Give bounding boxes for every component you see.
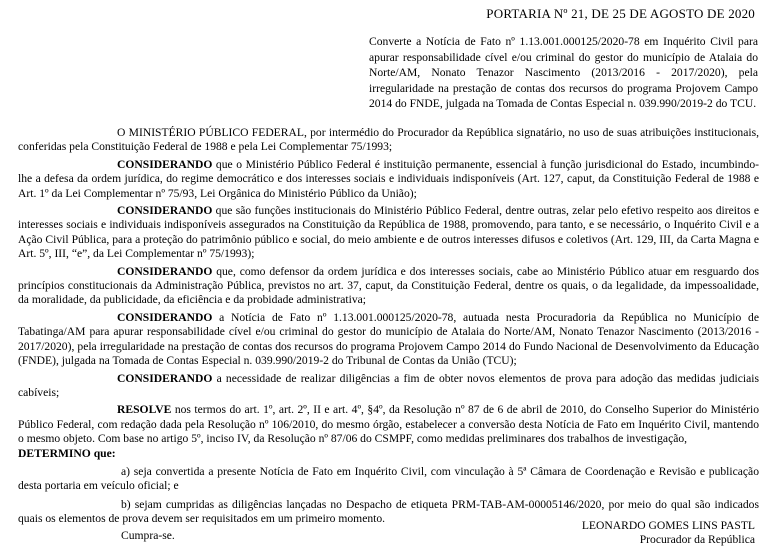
signature-block (582, 519, 755, 548)
page-title: PORTARIA Nº 21, DE 25 DE AGOSTO DE 2020 (486, 6, 755, 21)
considerando-text: a Notícia de Fato nº 1.13.001.000125/2020-78, autuada nesta Procuradoria da República no Município de Tabatinga/AM para apurar responsabilidade cível e/ou criminal do gestor do município de Atalaia do Norte/AM, Nonato Tenazor Nascimento (2013/2016 - 2017/2020), pela irregularidade na prestação de contas dos recursos do programa Projovem Campo 2014 do Fundo Nacional de Desenvolvimento da Educação (FNDE), julgada na Tomada de Contas Especial n. 039.990/2019-2 do Tribunal de Contas da União (TCU); (18, 310, 759, 368)
resolve-paragraph (18, 403, 759, 446)
considerando-lead: CONSIDERANDO (117, 264, 213, 278)
considerando-lead: CONSIDERANDO (117, 204, 213, 218)
considerando-paragraph (18, 372, 759, 401)
determino-line (18, 447, 759, 461)
signatory-role: Procurador da República (639, 533, 755, 547)
considerando-text: que, como defensor da ordem jurídica e dos interesses sociais, cabe ao Ministério Público atuar em resguardo dos princípios constitucionais da Administração Pública, previstos no art. 37, caput, da Constituição Federal, dentre os quais, o da legalidade, da impessoalidade, da moralidade, da publicidade, da eficiência e da probidade administrativa; (18, 264, 759, 307)
considerando-paragraph (18, 311, 759, 369)
considerando-text: que são funções institucionais do Ministério Público Federal, dentre outras, zelar pelo efetivo respeito aos direitos e interesses sociais e individuais indisponíveis assegurados na Constituição da República de 1988, promovendo, para tanto, e se necessário, o Inquérito Civil e a Ação Civil Pública, para a proteção do patrimônio público e social, do meio ambiente e de outros interesses difusos e coletivos (Art. 129, III, da Carta Magna e Art. 5º, III, “e”, da Lei Complementar nº 75/1993); (18, 204, 759, 261)
considerando-paragraph (18, 158, 759, 201)
considerando-paragraph (18, 204, 759, 262)
considerando-lead: CONSIDERANDO (117, 310, 213, 324)
considerando-lead: CONSIDERANDO (117, 371, 213, 385)
considerando-text: que o Ministério Público Federal é instituição permanente, essencial à função jurisdicional do Estado, incumbindo-lhe a defesa da ordem jurídica, do regime democrático e dos interesses sociais e individuais indisponíveis (Art. 127, caput, da Constituição Federal de 1988 e Art. 1º da Lei Complementar nº 75/93, Lei Orgânica do Ministério Público da União); (18, 157, 759, 200)
considerando-text: a necessidade de realizar diligências a fim de obter novos elementos de prova para adoção das medidas judiciais cabíveis; (18, 371, 759, 399)
resolve-lead: RESOLVE (117, 403, 172, 417)
resolve-text: nos termos do art. 1º, art. 2º, II e art. 4º, §4º, da Resolução nº 87 de 6 de abril de 2010, do Conselho Superior do Ministério Público Federal, com redação dada pela Resolução nº 106/2010, do mesmo órgão, estabelecer a conversão desta Notícia de Fato em Inquérito Civil, mantendo o mesmo objeto. Com base no artigo 5º, inciso IV, da Resolução nº 87/06 do CSMPF, como medidas preliminares dos trabalhos de investigação, (18, 403, 759, 446)
considerando-lead: CONSIDERANDO (117, 157, 213, 171)
preamble-paragraph: O MINISTÉRIO PÚBLICO FEDERAL, por intermédio do Procurador da República signatário, no uso de suas atribuições institucionais, conferidas pela Constituição Federal de 1988 e pela Lei Complementar 75/1993; (18, 126, 759, 154)
item-b: b) sejam cumpridas as diligências lançadas no Despacho de etiqueta PRM-TAB-AM-00005146/2020, por meio do qual são indicados quais os elementos de prova devem ser requisitados em um primeiro momento. (18, 497, 759, 526)
cumpra-se: Cumpra-se. (121, 528, 175, 542)
ementa-summary: Converte a Notícia de Fato nº 1.13.001.000125/2020-78 em Inquérito Civil para apurar responsabilidade cível e/ou criminal do gestor do município de Atalaia do Norte/AM, Nonato Tenazor Nascimento (2013/2016 - 2017/2020), pela irregularidade na prestação de contas dos recursos do programa Projovem Campo 2014 do FNDE, julgada na Tomada de Contas Especial n. 039.990/2019-2 do TCU. (369, 35, 758, 111)
signatory-name: LEONARDO GOMES LINS PASTL (581, 519, 755, 532)
determino-label: DETERMINO que: (18, 446, 116, 460)
document-body (18, 126, 759, 543)
considerando-paragraph (18, 265, 759, 308)
item-a: a) seja convertida a presente Notícia de Fato em Inquérito Civil, com vinculação à 5ª Câmara de Coordenação e Revisão e publicação desta portaria em veículo oficial; e (18, 464, 759, 493)
